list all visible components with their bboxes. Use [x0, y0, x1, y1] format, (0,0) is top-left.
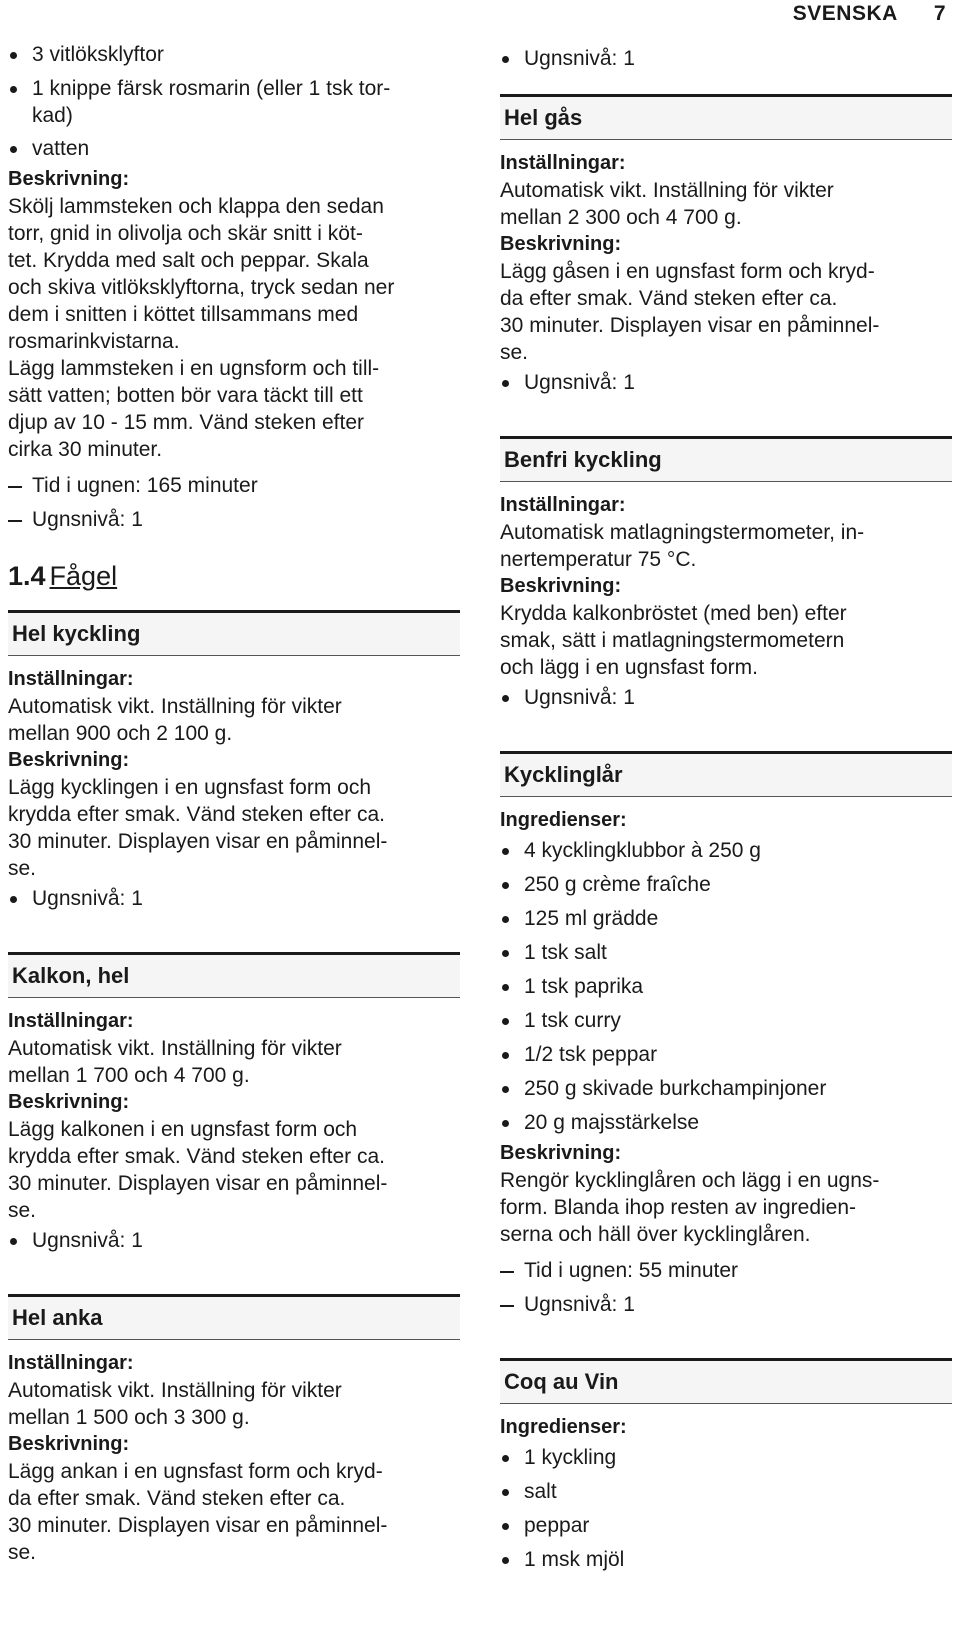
list-item: 20 g majsstärkelse — [500, 1106, 952, 1140]
hel-kyckling-heading: Hel kyckling — [8, 610, 460, 656]
bullet-list — [8, 882, 460, 916]
description-label: Beskrivning: — [8, 1433, 130, 1455]
description-text: Lägg kycklingen i en ugnsfast form och krydda efter smak. Vänd steken efter ca. 30 minuter. Displayen visar en påminnel- se. — [8, 776, 388, 880]
list-item: Ugnsnivå: 1 — [8, 503, 460, 537]
description-label: Beskrivning: — [500, 1142, 622, 1164]
settings-text: Automatisk vikt. Inställning för vikter mellan 900 och 2 100 g. — [8, 695, 342, 745]
settings-label: Inställningar: — [8, 668, 134, 690]
list-item: Ugnsnivå: 1 — [500, 42, 952, 76]
settings-text: Automatisk vikt. Inställning för vikter mellan 1 500 och 3 300 g. — [8, 1379, 342, 1429]
bullet-list — [500, 42, 952, 76]
settings-text: Automatisk vikt. Inställning för vikter mellan 1 700 och 4 700 g. — [8, 1037, 342, 1087]
coq-au-vin-heading: Coq au Vin — [500, 1358, 952, 1404]
kycklinglar-heading: Kycklinglår — [500, 751, 952, 797]
description-label: Beskrivning: — [8, 749, 130, 771]
list-item: salt — [500, 1475, 952, 1509]
time-list — [500, 1254, 952, 1322]
ingredients-label: Ingredienser: — [500, 1416, 627, 1438]
description-text: Lägg gåsen i en ugnsfast form och kryd- da efter smak. Vänd steken efter ca. 30 minuter. Displayen visar en påminnel- se. — [500, 260, 880, 364]
list-item: 1/2 tsk peppar — [500, 1038, 952, 1072]
list-item: 1 tsk curry — [500, 1004, 952, 1038]
settings-text: Automatisk vikt. Inställning för vikter mellan 2 300 och 4 700 g. — [500, 179, 834, 229]
description-text: Lägg kalkonen i en ugnsfast form och krydda efter smak. Vänd steken efter ca. 30 minuter. Displayen visar en påminnel- se. — [8, 1118, 388, 1222]
list-item: Ugnsnivå: 1 — [500, 681, 952, 715]
settings-label: Inställningar: — [8, 1352, 134, 1374]
list-item: 125 ml grädde — [500, 902, 952, 936]
list-item: 4 kycklingklubbor à 250 g — [500, 834, 952, 868]
list-item: 3 vitlöksklyftor — [8, 38, 460, 72]
lamb-description: Skölj lammsteken och klappa den sedan torr, gnid in olivolja och skär snitt i köt- tet. Krydda med salt och peppar. Skala och skiva vitlöksklyftorna, tryck sedan ner dem i snitten i köttet tillsammans med rosmarinkvistarna. Lägg lammsteken i en ugnsform och till- sätt vatten; botten bör vara täckt till ett djup av 10 - 15 mm. Vänd steken efter cirka 30 minuter. — [8, 195, 395, 461]
ingredient-list — [500, 1441, 952, 1577]
page-number: 7 — [933, 2, 946, 25]
page-header — [793, 2, 946, 26]
description-label: Beskrivning: — [8, 1091, 130, 1113]
list-item: Ugnsnivå: 1 — [500, 1288, 952, 1322]
list-item: 1 msk mjöl — [500, 1543, 952, 1577]
bullet-list — [500, 366, 952, 400]
ingredients-label: Ingredienser: — [500, 809, 627, 831]
list-item: 1 knippe färsk rosmarin (eller 1 tsk tor- kad) — [8, 72, 460, 132]
kalkon-heading: Kalkon, hel — [8, 952, 460, 998]
list-item: Tid i ugnen: 165 minuter — [8, 469, 460, 503]
list-item: 1 kyckling — [500, 1441, 952, 1475]
list-item: vatten — [8, 132, 460, 166]
settings-text: Automatisk matlagningstermometer, in- nertemperatur 75 °C. — [500, 521, 865, 571]
anka-heading: Hel anka — [8, 1294, 460, 1340]
section-title-link[interactable]: Fågel — [49, 561, 118, 591]
description-text: Krydda kalkonbröstet (med ben) efter smak, sätt i matlagningstermometern och lägg i en ugnsfast form. — [500, 602, 847, 679]
bullet-list — [500, 681, 952, 715]
list-item: 1 tsk salt — [500, 936, 952, 970]
list-item: Ugnsnivå: 1 — [8, 1224, 460, 1258]
settings-label: Inställningar: — [8, 1010, 134, 1032]
list-item: Ugnsnivå: 1 — [8, 882, 460, 916]
settings-label: Inställningar: — [500, 152, 626, 174]
lamb-description-label: Beskrivning: — [8, 168, 130, 190]
benfri-heading: Benfri kyckling — [500, 436, 952, 482]
list-item: 250 g crème fraîche — [500, 868, 952, 902]
list-item: 1 tsk paprika — [500, 970, 952, 1004]
description-label: Beskrivning: — [500, 233, 622, 255]
description-text: Lägg ankan i en ugnsfast form och kryd- da efter smak. Vänd steken efter ca. 30 minuter. Displayen visar en påminnel- se. — [8, 1460, 388, 1564]
settings-label: Inställningar: — [500, 494, 626, 516]
lamb-ingredient-list — [8, 38, 460, 166]
language-label: SVENSKA — [792, 2, 898, 25]
right-column — [500, 42, 952, 1577]
section-number: 1.4 — [8, 561, 46, 591]
list-item: Ugnsnivå: 1 — [500, 366, 952, 400]
description-text: Rengör kycklinglåren och lägg i en ugns- form. Blanda ihop resten av ingredien- serna och häll över kycklinglåren. — [500, 1169, 880, 1246]
gas-heading: Hel gås — [500, 94, 952, 140]
ingredient-list — [500, 834, 952, 1140]
list-item: Tid i ugnen: 55 minuter — [500, 1254, 952, 1288]
bullet-list — [8, 1224, 460, 1258]
list-item: 250 g skivade burkchampinjoner — [500, 1072, 952, 1106]
list-item: peppar — [500, 1509, 952, 1543]
lamb-time-list — [8, 469, 460, 537]
section-heading — [8, 561, 460, 592]
description-label: Beskrivning: — [500, 575, 622, 597]
left-column — [8, 38, 460, 1566]
